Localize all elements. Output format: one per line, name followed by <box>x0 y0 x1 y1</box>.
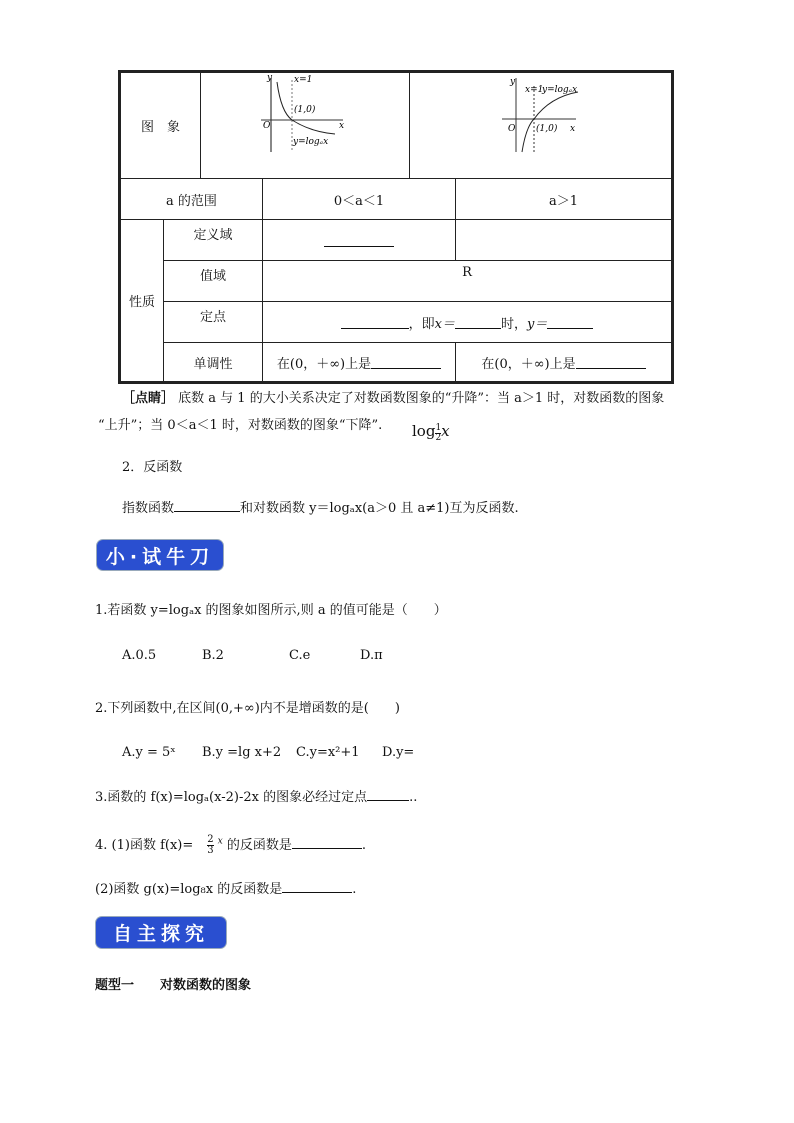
graph-decreasing <box>201 72 409 179</box>
section-heading: 题型一 对数函数的图象 <box>95 978 252 993</box>
domain-label: 定义域 <box>163 219 263 261</box>
domain-right <box>455 219 672 261</box>
question-2: 2.下列函数中,在区间(0,+∞)内不是增函数的是( ) <box>95 701 400 716</box>
section-2-title: 2．反函数 <box>122 460 183 475</box>
q1-option-d[interactable]: D.π <box>360 648 383 663</box>
svg-text:x=1: x=1 <box>525 85 544 95</box>
range-right: a＞1 <box>455 178 672 220</box>
fixed-point-label: 定点 <box>163 301 263 343</box>
q2-option-c[interactable]: C.y=x²+1 <box>296 745 360 760</box>
text: x＝ <box>434 316 455 332</box>
badge-explore: 自主探究 <box>96 917 226 948</box>
tip-tag: ［点睛］ <box>122 391 175 406</box>
svg-text:x: x <box>570 124 576 134</box>
text: 在(0，＋∞)上是 <box>276 356 372 372</box>
q2-option-d[interactable]: D.y= <box>382 745 415 760</box>
graph-left-cell <box>200 72 410 179</box>
svg-text:x=1: x=1 <box>294 75 313 85</box>
graph-row-label: 图 象 <box>120 72 201 179</box>
log-formula: $\log_{\frac{1}{2}}x$ <box>412 422 450 443</box>
blank[interactable] <box>341 316 409 329</box>
text: 时， <box>500 316 527 332</box>
q1-option-b[interactable]: B.2 <box>202 648 224 663</box>
svg-text:O: O <box>263 121 271 131</box>
blank[interactable] <box>282 880 352 893</box>
graph-increasing <box>410 72 671 179</box>
range-left: 0＜a＜1 <box>262 178 456 220</box>
question-4-1: 4. (1)函数 f(x)= $\frac{2}{3} ^x$ 的反函数是 . <box>95 834 367 856</box>
q1-option-a[interactable]: A.0.5 <box>122 648 157 663</box>
text: 底数 a 与 1 的大小关系决定了对数函数图象的“升降”：当 a＞1 时，对数函数的图象 <box>178 391 665 406</box>
svg-text:y=logₐx: y=logₐx <box>542 85 578 95</box>
tip-line-2: “上升”；当 0＜a＜1 时，对数函数的图象“下降”. <box>98 418 383 433</box>
monotonicity-left <box>262 342 456 382</box>
blank[interactable] <box>371 356 441 369</box>
blank[interactable] <box>576 356 646 369</box>
domain-blank[interactable] <box>324 234 394 247</box>
text: ，即 <box>408 316 435 332</box>
range-value-label: 值域 <box>163 260 263 302</box>
fixed-point-value <box>262 301 672 343</box>
blank[interactable] <box>455 316 501 329</box>
text: 在(0，＋∞)上是 <box>481 356 576 372</box>
graph-right-cell <box>409 72 672 179</box>
svg-text:O: O <box>508 124 516 134</box>
q2-option-a[interactable]: A.y = 5ˣ <box>122 745 176 760</box>
blank[interactable] <box>367 788 409 801</box>
question-1: 1.若函数 y=logₐx 的图象如图所示,则 a 的值可能是（ ） <box>95 603 447 618</box>
blank[interactable] <box>174 499 240 512</box>
monotonicity-right <box>455 342 672 382</box>
monotonicity-label: 单调性 <box>163 342 263 382</box>
range-label: a 的范围 <box>120 178 263 220</box>
domain-value <box>262 219 456 261</box>
range-value: R <box>262 260 672 302</box>
svg-text:y: y <box>510 77 516 87</box>
svg-text:y=logₐx: y=logₐx <box>293 137 329 147</box>
text: y＝ <box>527 316 548 332</box>
question-3: 3.函数的 f(x)=logₐ(x-2)-2x 的图象必经过定点 .. <box>95 790 418 805</box>
q2-option-b[interactable]: B.y =lg x+2 <box>202 745 282 760</box>
question-4-2: (2)函数 g(x)=log₈x 的反函数是 . <box>95 882 357 897</box>
section-2-text: 指数函数 和对数函数 y＝logₐx(a＞0 且 a≠1)互为反函数. <box>122 501 519 516</box>
tip-line-1 <box>122 387 664 406</box>
blank[interactable] <box>292 836 362 849</box>
blank[interactable] <box>547 316 593 329</box>
svg-text:x: x <box>339 121 345 131</box>
svg-text:(1,0): (1,0) <box>536 124 558 134</box>
property-label: 性质 <box>120 219 164 382</box>
svg-text:(1,0): (1,0) <box>294 105 316 115</box>
q1-option-c[interactable]: C.e <box>289 648 311 663</box>
svg-text:y: y <box>267 73 273 83</box>
badge-practice: 小·试牛刀 <box>97 540 223 570</box>
